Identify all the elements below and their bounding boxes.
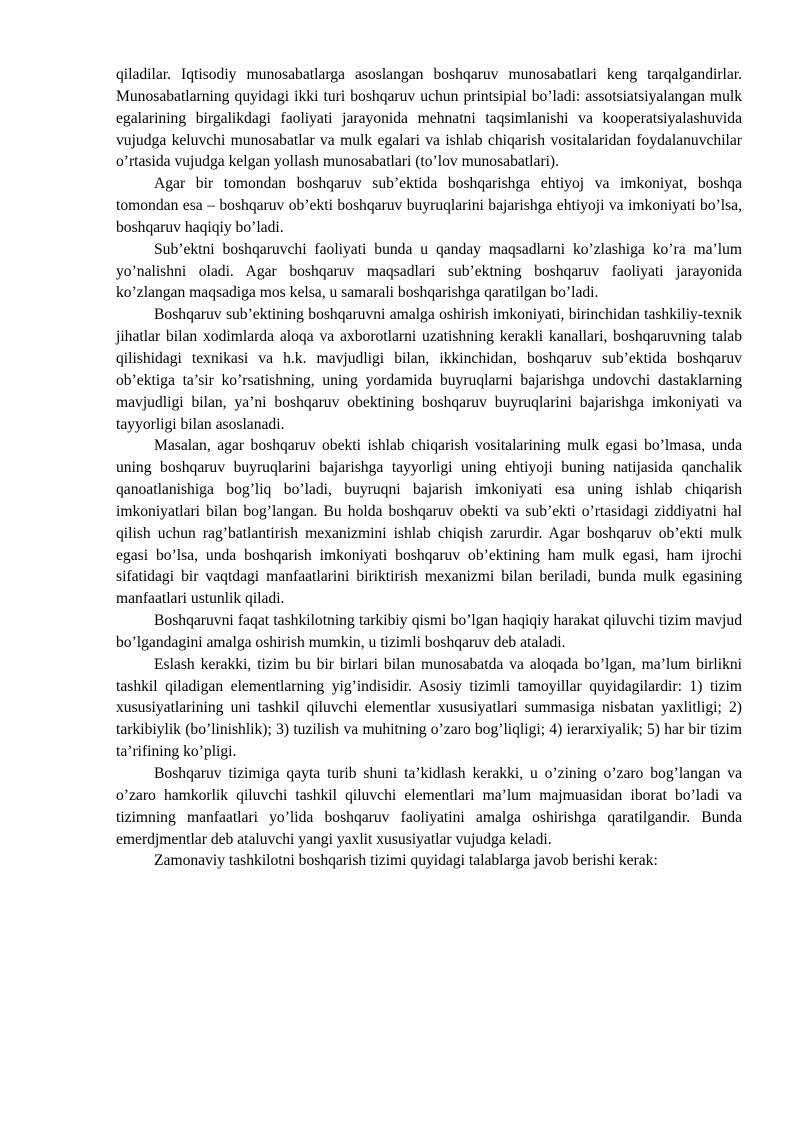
paragraph-6: Boshqaruvni faqat tashkilotning tarkibiy qismi bo’lgan haqiqiy harakat qiluvchi tizim mavjud bo’lgandagini amalga oshirish mumkin, u tizimli boshqaruv deb ataladi. [116, 612, 742, 651]
paragraph-5: Masalan, agar boshqaruv obekti ishlab chiqarish vositalarining mulk egasi bo’lmasa, unda uning boshqaruv buyruqlarini bajarishga tayyorligi uning ehtiyoji buning natijasida qanchalik qanoatlanishiga bog’liq bo’ladi, buyruqni bajarish imkoniyati esa uning ishlab chiqarish imkoniyatlari bilan bog’langan. Bu holda boshqaruv obekti va sub’ekti o’rtasidagi ziddiyatni hal qilish uchun rag’batlantirish mexanizmini ishlab chiqish zarurdir. Agar boshqaruv ob’ekti mulk egasi bo’lsa, unda boshqarish imkoniyati boshqaruv ob’ektining ham mulk egasi, ham ijrochi sifatidagi bir vaqtdagi manfaatlarini biriktirish mexanizmi bilan beriladi, bunda mulk egasining manfaatlari ustunlik qiladi. [116, 437, 742, 608]
paragraph-1: qiladilar. Iqtisodiy munosabatlarga asoslangan boshqaruv munosabatlari keng tarqalgandirlar. Munosabatlarning quyidagi ikki turi boshqaruv uchun printsipial bo’ladi: assotsiatsiyalangan mulk egalarining birgalikdagi faoliyati jarayonida mehnatni taqsimlanishi va kooperatsiyalashuvida vujudga keluvchi munosabatlar va mulk egalari va ishlab chiqarish vositalaridan foydalanuvchilar o’rtasida vujudga kelgan yollash munosabatlari (to’lov munosabatlari). [116, 66, 742, 171]
paragraph-9: Zamonaviy tashkilotni boshqarish tizimi quyidagi talablarga javob berishi kerak: [154, 852, 658, 870]
paragraph-8: Boshqaruv tizimiga qayta turib shuni ta’kidlash kerakki, u o’zining o’zaro bog’langan va o’zaro hamkorlik qiluvchi tashkil qiluvchi elementlari ma’lum majmuasidan iborat bo’ladi va tizimning manfaatlari yo’lida boshqaruv faoliyatini amalga oshirishga qaratilgandir. Bunda emerdjmentlar deb ataluvchi yangi yaxlit xususiyatlar vujudga keladi. [116, 765, 742, 848]
paragraph-3: Sub’ektni boshqaruvchi faoliyati bunda u qanday maqsadlarni ko’zlashiga ko’ra ma’lum yo’nalishni oladi. Agar boshqaruv maqsadlari sub’ektning boshqaruv faoliyati jarayonida ko’zlangan maqsadiga mos kelsa, u samarali boshqarishga qaratilgan bo’ladi. [116, 240, 742, 302]
paragraph-7: Eslash kerakki, tizim bu bir birlari bilan munosabatda va aloqada bo’lgan, ma’lum birlikni tashkil qiladigan elementlarning yig’indisidir. Asosiy tizimli tamoyillar quyidagilardir: 1) tizim xususiyatlarining uni tashkil qiluvchi elementlar xususiyatlari summasiga nisbatan yaxlitligi; 2) tarkibiylik (bo’linishlik); 3) tuzilish va muhitning o’zaro bog’liqligi; 4) ierarxiyalik; 5) har bir tizim ta’rifining ko’pligi. [116, 655, 742, 761]
paragraph-4: Boshqaruv sub’ektining boshqaruvni amalga oshirish imkoniyati, birinchidan tashkiliy-texnik jihatlar bilan xodimlarda aloqa va axborotlarni uzatishning kerakli kanallari, boshqaruvning talab qilishidagi texnikasi va h.k. mavjudligi bilan, ikkinchidan, boshqaruv sub’ektida boshqaruv ob’ektiga ta’sir ko’rsatishning, uning yordamida buyruqlarni bajarishga undovchi dastaklarning mavjudligi bilan, ya’ni boshqaruv obektining boshqaruv buyruqlarini bajarishga imkoniyati va tayyorligi bilan asoslanadi. [116, 306, 742, 433]
paragraph-2: Agar bir tomondan boshqaruv sub’ektida boshqarishga ehtiyoj va imkoniyat, boshqa tomondan esa – boshqaruv ob’ekti boshqaruv buyruqlarini bajarishga ehtiyoji va imkoniyati bo’lsa, boshqaruv haqiqiy bo’ladi. [116, 175, 742, 236]
document-page [116, 64, 742, 872]
